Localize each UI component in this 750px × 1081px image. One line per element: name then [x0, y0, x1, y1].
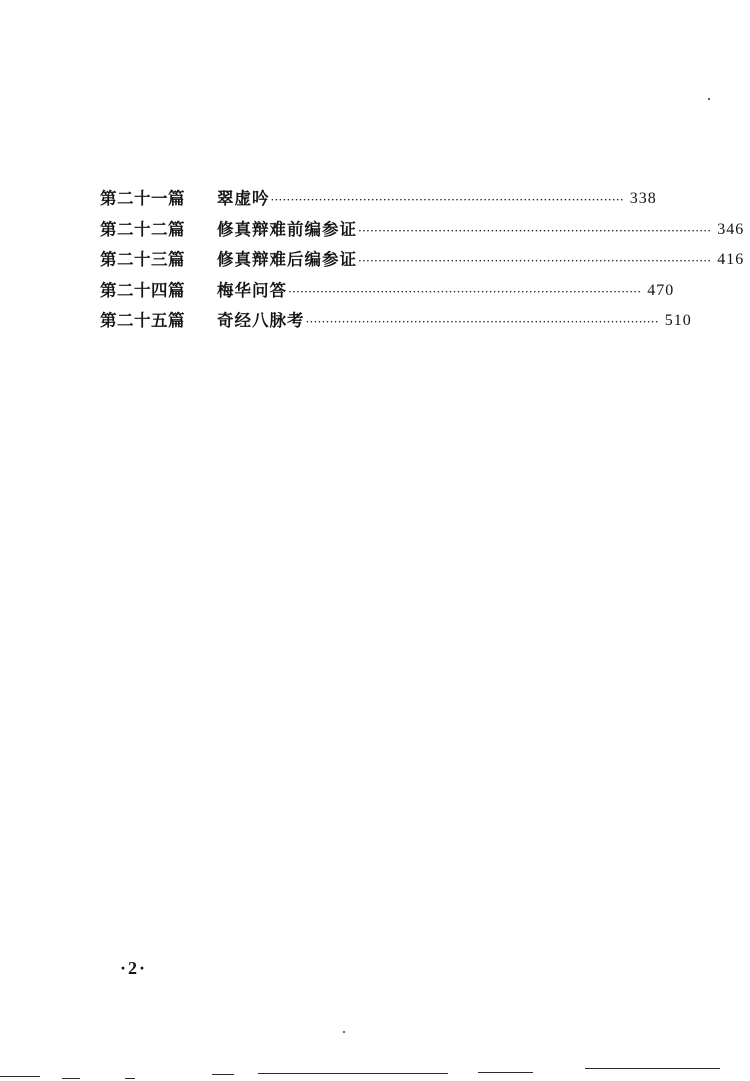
toc-chapter-number: 第二十三篇 — [100, 250, 185, 269]
toc-chapter-number: 第二十五篇 — [100, 311, 185, 330]
toc-page-number: 416 — [717, 251, 745, 269]
toc-page-number: 470 — [647, 281, 675, 299]
page-number-footer: ·2· — [120, 958, 148, 978]
toc-chapter-title: 翠虚吟 — [217, 189, 270, 208]
scan-edge-line — [478, 1072, 533, 1073]
scan-edge-line — [0, 1076, 40, 1077]
toc-page-number: 510 — [664, 312, 692, 330]
toc-page-number: 346 — [717, 220, 745, 238]
toc-entry — [100, 245, 745, 276]
scan-edge-line — [258, 1073, 448, 1074]
scan-edge-line — [125, 1078, 135, 1079]
toc-dot-leader: ························································································ — [358, 223, 712, 238]
scan-speck — [343, 1031, 345, 1033]
toc-entry — [100, 276, 675, 307]
toc-entry — [100, 215, 745, 246]
toc-chapter-number: 第二十二篇 — [100, 219, 185, 239]
scan-speck — [708, 98, 710, 100]
scan-edge-line — [585, 1068, 720, 1069]
scan-edge-line — [212, 1074, 234, 1075]
toc-dot-leader: ························································································ — [358, 254, 712, 269]
toc-chapter-title: 梅华问答 — [217, 280, 287, 300]
toc-dot-leader: ························································································ — [288, 284, 642, 299]
toc-entry — [100, 306, 692, 337]
toc-entry — [100, 184, 657, 215]
toc-chapter-number: 第二十一篇 — [100, 189, 185, 208]
scan-edge-line — [62, 1078, 80, 1079]
table-of-contents — [100, 184, 745, 337]
toc-dot-leader: ························································································ — [270, 193, 624, 208]
toc-chapter-title: 奇经八脉考 — [217, 311, 305, 330]
toc-chapter-title: 修真辩难前编参证 — [217, 219, 357, 239]
toc-chapter-number: 第二十四篇 — [100, 280, 185, 300]
toc-page-number: 338 — [629, 190, 657, 208]
toc-dot-leader: ························································································ — [305, 315, 659, 330]
toc-chapter-title: 修真辩难后编参证 — [217, 250, 357, 269]
